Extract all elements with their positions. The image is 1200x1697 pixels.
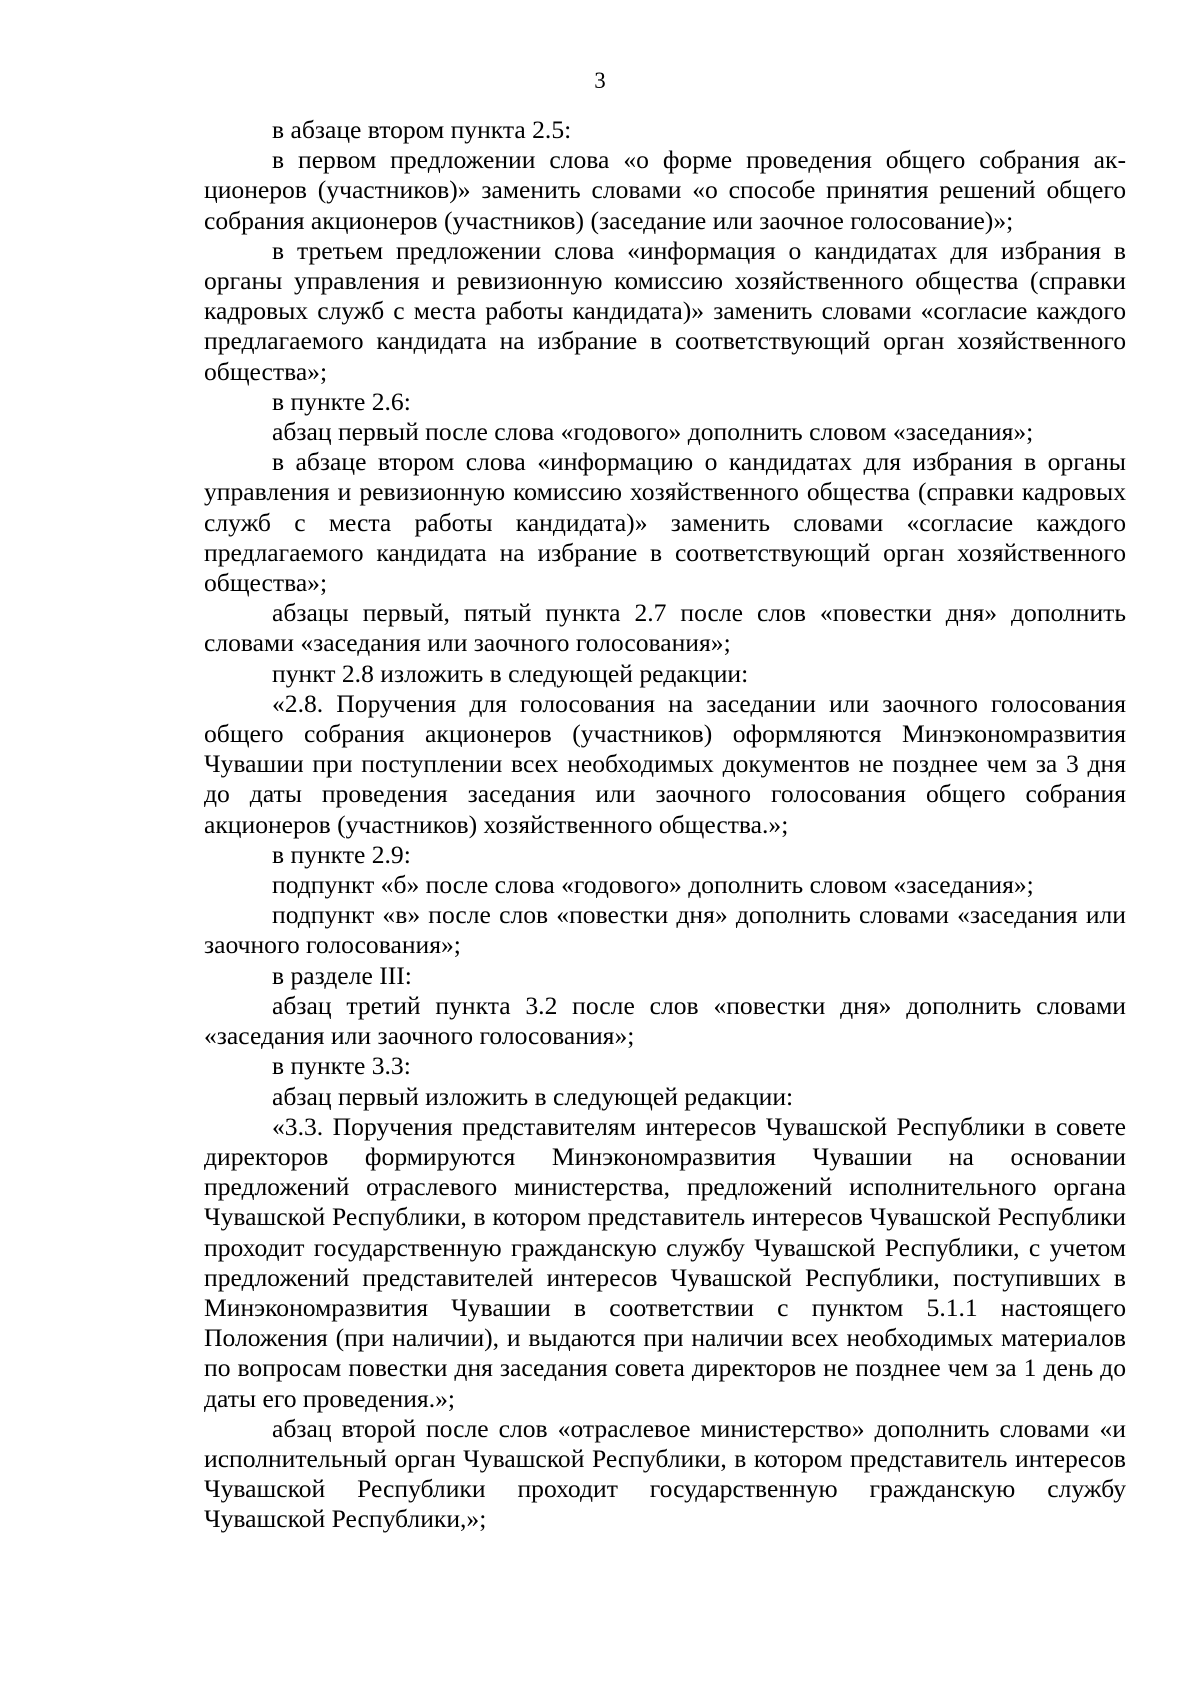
paragraph: в пункте 3.3: bbox=[272, 1051, 411, 1081]
paragraph: в третьем предложении слова «информация о кандидатах для избрания в органы управления и ревизионную комиссию хозяйственного общества (справки кадровых служб с места работы кандидата)» заменить словами «согласие каждого предлагаемого кандидата на избрание в соответствующий орган хозяйственного общества»; bbox=[204, 235, 1126, 386]
paragraph: в пункте 2.9: bbox=[272, 839, 411, 869]
paragraph: подпункт «в» после слов «повестки дня» дополнить словами «заседания или заочного голосования»; bbox=[204, 900, 1126, 960]
paragraph: в абзаце втором слова «информацию о кандидатах для избрания в органы управления и ревизионную комиссию хозяйственного общества (справки кадровых служб с места работы кандидата)» заменить словами «согласие каждого предлагаемого кандидата на избрание в соответствующий орган хозяйственного общества»; bbox=[204, 447, 1126, 598]
paragraph: в пункте 2.6: bbox=[272, 386, 411, 416]
paragraph: абзац первый изложить в следующей редакции: bbox=[272, 1081, 794, 1111]
page-number: 3 bbox=[594, 68, 606, 93]
paragraph: в абзаце втором пункта 2.5: bbox=[272, 115, 572, 144]
paragraph: абзацы первый, пятый пункта 2.7 после слов «повестки дня» дополнить словами «заседания или заочного голосования»; bbox=[204, 598, 1126, 658]
paragraph: абзац третий пункта 3.2 после слов «повестки дня» дополнить словами «заседания или заочного голосования»; bbox=[204, 990, 1126, 1051]
document-body bbox=[204, 115, 1126, 1535]
paragraph: в разделе III: bbox=[272, 960, 412, 990]
paragraph: «2.8. Поручения для голосования на заседании или заочного голосования общего собрания акционеров (участников) оформляются Минэкономразвития Чувашии при поступлении всех необходимых документов не позднее чем за 3 дня до даты проведения заседания или заочного голосования общего собрания акционеров (участников) хозяйственного общества.»; bbox=[204, 688, 1126, 839]
paragraph: «3.3. Поручения представителям интересов Чувашской Республики в совете директоров формируются Минэкономразвития Чувашии на основании предложений отраслевого министерства, предложений исполнительного органа Чувашской Республики, в котором представитель интересов Чувашской Республики проходит государственную гражданскую службу Чувашской Республики, с учетом предложений представителей интересов Чувашской Республики, поступивших в Минэкономразвития Чувашии в соответствии с пунктом 5.1.1 настоящего Положения (при наличии), и выдаются при наличии всех необходимых материалов по вопросам повестки дня заседания совета директоров не позднее чем за 1 день до даты его проведения.»; bbox=[204, 1111, 1126, 1413]
paragraph: подпункт «б» после слова «годового» дополнить словом «заседания»; bbox=[272, 870, 1034, 900]
paragraph: абзац второй после слов «отраслевое министерство» дополнить словами «и исполнительный орган Чувашской Республики, в котором представитель интересов Чувашской Республики проходит государственную гражданскую службу Чувашской Республики,»; bbox=[204, 1413, 1126, 1534]
paragraph: в первом предложении слова «о форме проведения общего собрания акционеров (участников)» заменить словами «о способе принятия решений общего собрания акционеров (участников) (заседание или заочное голосование)»; bbox=[204, 145, 1126, 235]
paragraph: пункт 2.8 изложить в следующей редакции: bbox=[272, 658, 749, 688]
paragraph: абзац первый после слова «годового» дополнить словом «заседания»; bbox=[272, 417, 1034, 447]
